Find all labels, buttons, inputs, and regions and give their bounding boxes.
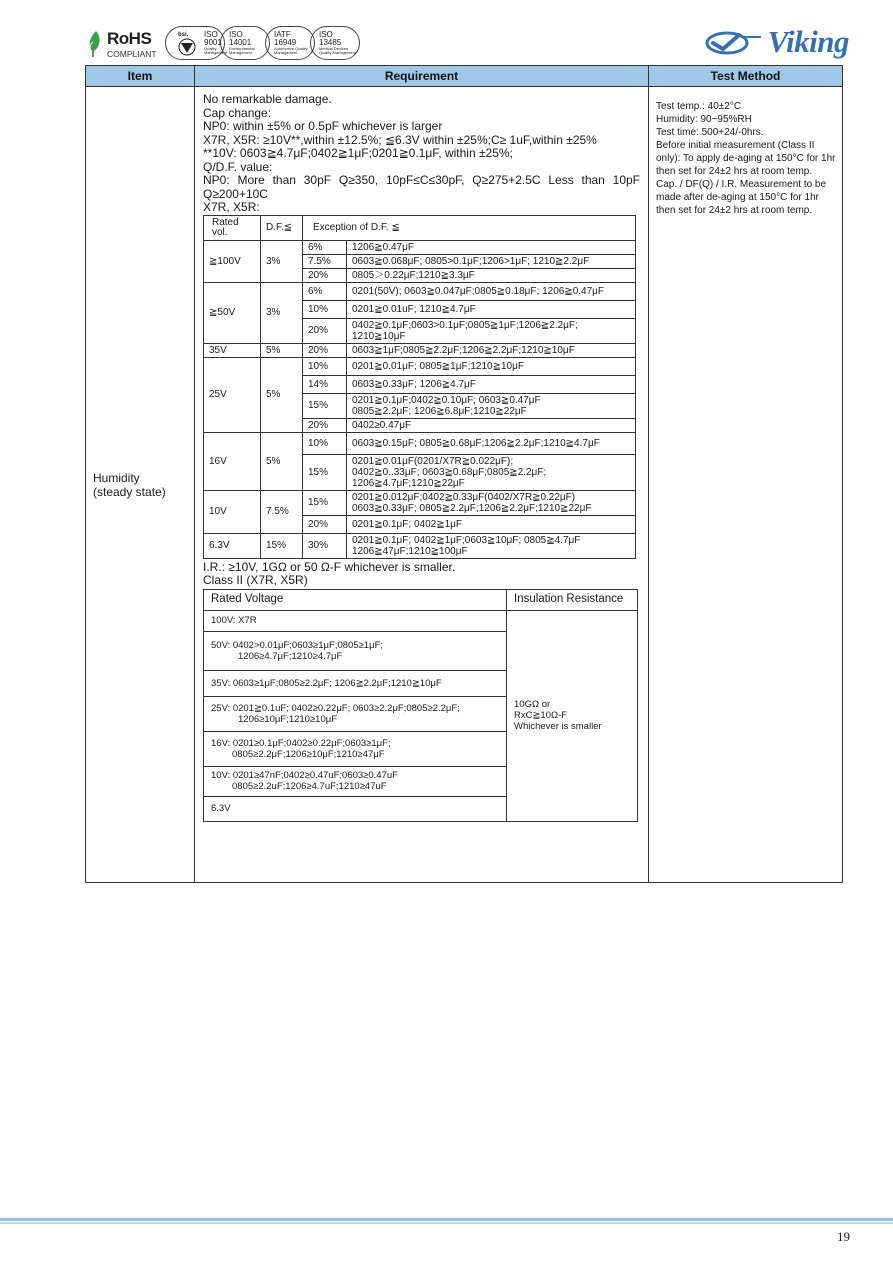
df-ex-pct: 15% bbox=[303, 490, 347, 515]
df-row bbox=[204, 343, 636, 357]
df-ex-pct: 20% bbox=[303, 343, 347, 357]
cert-desc: Environmental Management bbox=[229, 46, 255, 55]
ir-voltage-line: 0805≥2.2μF;1206≥10μF;1210≥47μF bbox=[232, 748, 385, 760]
df-ex-text: 0603≧0.33μF; 1206≧4.7μF bbox=[347, 375, 636, 393]
spec-table-header bbox=[86, 66, 843, 87]
spec-table bbox=[85, 65, 843, 883]
ir-voltage-line: 10V: 0201≥47nF;0402≥0.47uF;0603≥0.47uF bbox=[211, 770, 398, 781]
cert-std: ISO bbox=[319, 30, 333, 39]
item-name: Humidity bbox=[93, 470, 140, 485]
df-ex-text-line: 1206≧4.7μF;1210≧22μF bbox=[352, 477, 465, 489]
cert-std: ISO bbox=[229, 30, 243, 39]
footer-bar-light bbox=[0, 1222, 893, 1224]
cert-iso14001 bbox=[220, 26, 270, 60]
df-ex-text: 0201(50V); 0603≧0.047μF;0805≧0.18μF; 1206≧0.47μF bbox=[347, 282, 636, 300]
df-ex-pct: 15% bbox=[303, 454, 347, 490]
df-ex-text-line: 1210≧10μF bbox=[352, 330, 406, 342]
df-ex-pct: 30% bbox=[303, 533, 347, 558]
cert-num: 16949 bbox=[274, 38, 297, 47]
page-number: 19 bbox=[837, 1229, 850, 1244]
bsi-kitemark-icon bbox=[175, 30, 199, 57]
df-ex-pct: 6% bbox=[303, 282, 347, 300]
df-header-df: D.F.≦ bbox=[261, 215, 303, 240]
ir-voltage bbox=[204, 631, 507, 670]
ir-resistance-line: Whichever is smaller bbox=[514, 721, 602, 732]
rohs-badge bbox=[85, 26, 165, 62]
df-value: 5% bbox=[261, 432, 303, 490]
cert-num: 9001 bbox=[204, 38, 222, 47]
brand-name: Viking bbox=[767, 24, 849, 59]
df-ex-text: 0805＞0.22μF;1210≧3.3μF bbox=[347, 268, 636, 282]
req-np0-q-cont: Q≥200+10C bbox=[203, 186, 268, 201]
ir-voltage-line: 1206≥10μF;1210≥10μF bbox=[238, 713, 338, 725]
df-ex-text-line: 0603≧0.33μF; 0805≧2.2μF;1206≧2.2μF;1210≧22μF bbox=[352, 502, 592, 514]
df-header-exception: Exception of D.F. ≦ bbox=[303, 215, 636, 240]
df-header-row bbox=[204, 215, 636, 240]
ir-voltage: 35V: 0603≥1μF;0805≥2.2μF; 1206≧2.2μF;1210≧10μF bbox=[204, 670, 507, 696]
rohs-title: RoHS bbox=[107, 29, 152, 48]
req-line: Q/D.F. value: bbox=[203, 159, 273, 174]
tm-line: Before initial measurement (Class II only): To apply de-aging at 150°C for 1hr then set for 24±2 hrs at room temp. bbox=[656, 140, 836, 177]
df-ex-text bbox=[347, 454, 636, 490]
req-line: X7R, X5R: ≥10V**,within ±12.5%; ≦6.3V within ±25%;C≥ 1uF,within ±25% bbox=[203, 132, 597, 147]
df-ex-text bbox=[347, 490, 636, 515]
df-ex-text: 0201≧0.1μF; 0402≧1μF bbox=[347, 515, 636, 533]
tm-line: Humidity: 90~95%RH bbox=[656, 114, 752, 125]
df-rated: 6.3V bbox=[204, 533, 261, 558]
item-subname: (steady state) bbox=[93, 484, 166, 499]
df-ex-text: 0201≧0.01uF; 1210≧4.7μF bbox=[347, 300, 636, 318]
ir-voltage: 100V: X7R bbox=[204, 610, 507, 631]
df-rated: 25V bbox=[204, 357, 261, 432]
tm-line: Test temp.: 40±2°C bbox=[656, 101, 742, 112]
rohs-leaf-icon bbox=[87, 30, 105, 58]
df-ex-text: 1206≧0.47μF bbox=[347, 240, 636, 254]
ir-voltage: 6.3V bbox=[204, 796, 507, 821]
df-ex-text: 0402≥0.47μF bbox=[347, 418, 636, 432]
cert-desc: Medical Devices Quality Management bbox=[319, 46, 356, 55]
cert-num: 13485 bbox=[319, 38, 342, 47]
header-item: Item bbox=[86, 66, 195, 87]
certification-badges bbox=[165, 26, 361, 60]
df-ex-pct: 14% bbox=[303, 375, 347, 393]
df-rated: ≧100V bbox=[204, 240, 261, 282]
df-ex-pct: 10% bbox=[303, 432, 347, 454]
df-ex-pct: 7.5% bbox=[303, 254, 347, 268]
df-ex-pct: 20% bbox=[303, 515, 347, 533]
cert-desc: Automotive Quality Management bbox=[274, 46, 308, 55]
header-requirement: Requirement bbox=[195, 66, 649, 87]
df-ex-pct: 15% bbox=[303, 393, 347, 418]
tm-line: Test time: 500+24/-0hrs. bbox=[656, 127, 764, 138]
ir-voltage-line: 1206≥4.7μF;1210≥4.7μF bbox=[238, 650, 343, 662]
df-ex-text: 0603≧0.15μF; 0805≧0.68μF;1206≧2.2μF;1210≧4.7μF bbox=[347, 432, 636, 454]
df-row bbox=[204, 432, 636, 454]
cert-std: IATF bbox=[274, 30, 291, 39]
ir-voltage-line: 25V: 0201≧0.1uF; 0402≥0.22μF; 0603≥2.2μF;0805≥2.2μF; bbox=[211, 702, 460, 714]
cert-std: ISO bbox=[204, 30, 218, 39]
ir-voltage bbox=[204, 731, 507, 766]
ir-voltage-line: 16V: 0201≥0.1μF;0402≥0.22μF;0603≥1μF; bbox=[211, 737, 391, 749]
ir-header-resistance: Insulation Resistance bbox=[507, 589, 638, 610]
df-ex-text-line: 0201≧0.01μF(0201/X7R≧0.022μF); bbox=[352, 455, 514, 467]
spec-row-humidity bbox=[86, 87, 843, 883]
page-header bbox=[85, 24, 855, 64]
req-np0-q: NP0: More than 30pF Q≥350, 10pF≤C≤30pF, Q≥275+2.5C Less than 10pF bbox=[203, 173, 640, 187]
df-ex-pct: 10% bbox=[303, 300, 347, 318]
svg-text:bsi.: bsi. bbox=[178, 32, 189, 38]
df-rated: ≧50V bbox=[204, 282, 261, 343]
df-row bbox=[204, 357, 636, 375]
ir-voltage-line: 50V: 0402>0.01μF;0603≥1μF;0805≥1μF; bbox=[211, 639, 384, 651]
ir-header-voltage: Rated Voltage bbox=[204, 589, 507, 610]
viking-swoosh-icon bbox=[705, 29, 763, 57]
df-rated: 35V bbox=[204, 343, 261, 357]
df-row bbox=[204, 240, 636, 254]
df-rated: 10V bbox=[204, 490, 261, 533]
cert-iso9001 bbox=[165, 26, 228, 60]
req-line: NP0: within ±5% or 0.5pF whichever is larger bbox=[203, 119, 443, 133]
df-table bbox=[203, 215, 636, 559]
df-ex-text-line: 0201≧0.012μF;0402≧0.33μF(0402/X7R≧0.22μF) bbox=[352, 491, 576, 503]
df-rated: 16V bbox=[204, 432, 261, 490]
ir-resistance-line: RxC≧10Ω-F bbox=[514, 710, 568, 721]
df-ex-text-line: 1206≧47μF;1210≧100μF bbox=[352, 545, 468, 557]
ir-voltage bbox=[204, 696, 507, 731]
header-test-method: Test Method bbox=[649, 66, 843, 87]
test-method-cell bbox=[649, 87, 843, 883]
ir-voltage-line: 0805≥2.2uF;1206≥4.7uF;1210≥47uF bbox=[232, 781, 387, 792]
cert-desc: Quality Management bbox=[204, 46, 228, 55]
df-ex-pct: 20% bbox=[303, 318, 347, 343]
footer-bar bbox=[0, 1218, 893, 1221]
df-title: X7R, X5R: bbox=[203, 200, 260, 214]
ir-resistance-value bbox=[507, 610, 638, 821]
df-ex-pct: 20% bbox=[303, 418, 347, 432]
req-class-line: Class II (X7R, X5R) bbox=[203, 573, 308, 587]
req-line: **10V: 0603≧4.7μF;0402≧1μF;0201≧0.1μF, within ±25%; bbox=[203, 146, 513, 160]
requirement-cell bbox=[195, 87, 649, 883]
df-row bbox=[204, 490, 636, 515]
df-ex-text bbox=[347, 393, 636, 418]
req-ir-line: I.R.: ≥10V, 1GΩ or 50 Ω-F whichever is smaller. bbox=[203, 559, 456, 574]
df-ex-text: 0201≧0.01μF; 0805≧1μF;1210≧10μF bbox=[347, 357, 636, 375]
req-line: Cap change: bbox=[203, 105, 272, 120]
df-ex-text-line: 0201≧0.1μF;0402≧0.10μF; 0603≧0.47μF bbox=[352, 394, 541, 406]
df-ex-text bbox=[347, 318, 636, 343]
df-ex-text-line: 0805≧2.2μF; 1206≧6.8μF;1210≧22μF bbox=[352, 405, 527, 417]
df-ex-text-line: 0201≧0.1μF; 0402≧1μF;0603≧10μF; 0805≧4.7μF bbox=[352, 534, 581, 546]
df-value: 5% bbox=[261, 343, 303, 357]
ir-header-row bbox=[204, 589, 638, 610]
ir-resistance-line: 10GΩ or bbox=[514, 699, 551, 710]
req-line: No remarkable damage. bbox=[203, 92, 332, 106]
df-ex-pct: 6% bbox=[303, 240, 347, 254]
df-ex-text-line: 0402≧0.1μF;0603>0.1μF;0805≧1μF;1206≧2.2μF; bbox=[352, 319, 578, 331]
ir-row bbox=[204, 610, 638, 631]
viking-brand-logo bbox=[705, 24, 855, 62]
df-row bbox=[204, 533, 636, 558]
df-ex-pct: 20% bbox=[303, 268, 347, 282]
cert-num: 14001 bbox=[229, 38, 252, 47]
df-ex-text: 0603≧1μF;0805≧2.2μF;1206≧2.2μF;1210≧10μF bbox=[347, 343, 636, 357]
df-row bbox=[204, 282, 636, 300]
df-ex-text: 0603≧0.068μF; 0805>0.1μF;1206>1μF; 1210≧2.2μF bbox=[347, 254, 636, 268]
df-header-rated: Rated vol. bbox=[204, 215, 261, 240]
df-value: 3% bbox=[261, 282, 303, 343]
df-ex-text-line: 0402≧0..33μF; 0603≧0.68μF;0805≧2.2μF; bbox=[352, 466, 547, 478]
rohs-subtitle: COMPLIANT bbox=[107, 49, 157, 59]
df-value: 5% bbox=[261, 357, 303, 432]
df-value: 7.5% bbox=[261, 490, 303, 533]
ir-table bbox=[203, 589, 638, 822]
ir-voltage bbox=[204, 766, 507, 796]
item-cell bbox=[86, 87, 195, 883]
df-ex-pct: 10% bbox=[303, 357, 347, 375]
cert-iso13485 bbox=[310, 26, 360, 60]
cert-iatf16949 bbox=[265, 26, 315, 60]
df-value: 3% bbox=[261, 240, 303, 282]
df-value: 15% bbox=[261, 533, 303, 558]
df-ex-text bbox=[347, 533, 636, 558]
tm-line: Cap. / DF(Q) / I.R. Measurement to be made after de-aging at 150°C for 1hr then set for 24±2 hrs at room temp. bbox=[656, 179, 827, 216]
